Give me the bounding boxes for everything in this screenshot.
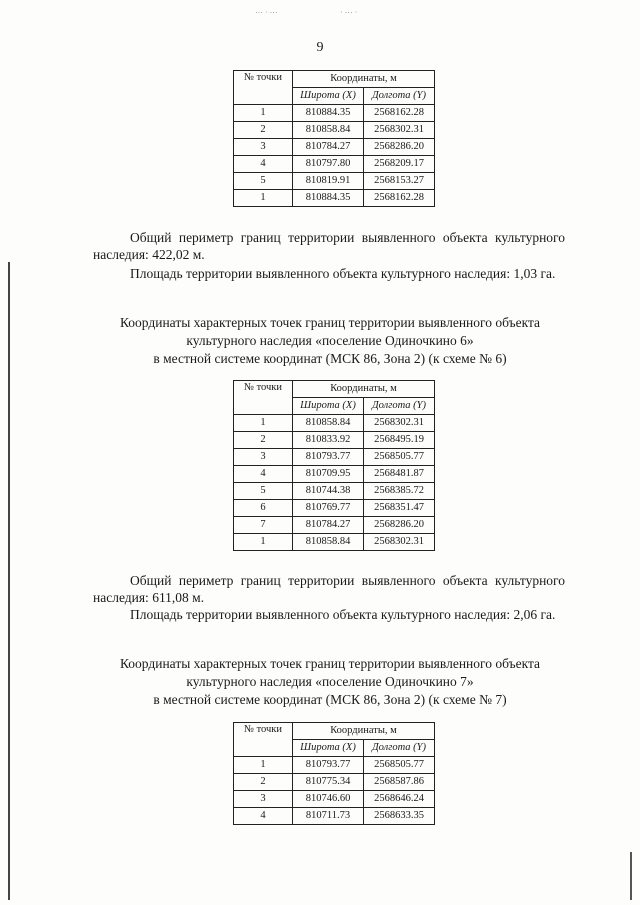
latitude-cell: 810797.80	[293, 156, 364, 173]
section-heading-6: Координаты характерных точек границ территории выявленного объекта культурного наследия «поселение Одиночкино 6» в местной системе координат (МСК 86, Зона 2) (к схеме № 6)	[119, 315, 541, 366]
point-number-cell: 1	[234, 415, 293, 432]
longitude-cell: 2568302.31	[364, 415, 435, 432]
table-row	[234, 432, 435, 449]
header-point-no: № точки	[234, 723, 293, 757]
point-number-cell: 3	[234, 449, 293, 466]
coordinates-table-1	[233, 70, 435, 207]
longitude-cell: 2568209.17	[364, 156, 435, 173]
table-row	[234, 517, 435, 534]
perimeter-text-1: Общий периметр границ территории выявленного объекта культурного наследия: 422,02 м.	[93, 230, 565, 262]
point-number-cell: 3	[234, 139, 293, 156]
longitude-cell: 2568302.31	[364, 534, 435, 551]
table-row	[234, 534, 435, 551]
header-coords: Координаты, м	[293, 381, 435, 398]
point-number-cell: 1	[234, 757, 293, 774]
point-number-cell: 2	[234, 774, 293, 791]
table-row	[234, 415, 435, 432]
perimeter-text-2: Общий периметр границ территории выявленного объекта культурного наследия: 611,08 м.	[93, 573, 565, 605]
table-row	[234, 483, 435, 500]
table-row	[234, 105, 435, 122]
latitude-cell: 810884.35	[293, 190, 364, 207]
scan-edge-line	[8, 262, 10, 900]
header-lon: Долгота (Y)	[364, 398, 435, 415]
point-number-cell: 6	[234, 500, 293, 517]
longitude-cell: 2568385.72	[364, 483, 435, 500]
header-lat: Широта (X)	[293, 398, 364, 415]
header-lat: Широта (X)	[293, 740, 364, 757]
point-number-cell: 3	[234, 791, 293, 808]
longitude-cell: 2568633.35	[364, 808, 435, 825]
point-number-cell: 5	[234, 483, 293, 500]
table-row	[234, 156, 435, 173]
latitude-cell: 810858.84	[293, 534, 364, 551]
latitude-cell: 810833.92	[293, 432, 364, 449]
scan-edge-line	[630, 852, 632, 900]
latitude-cell: 810819.91	[293, 173, 364, 190]
longitude-cell: 2568162.28	[364, 190, 435, 207]
latitude-cell: 810884.35	[293, 105, 364, 122]
header-coords: Координаты, м	[293, 71, 435, 88]
table-row	[234, 774, 435, 791]
latitude-cell: 810711.73	[293, 808, 364, 825]
latitude-cell: 810784.27	[293, 139, 364, 156]
longitude-cell: 2568587.86	[364, 774, 435, 791]
longitude-cell: 2568286.20	[364, 139, 435, 156]
point-number-cell: 2	[234, 122, 293, 139]
latitude-cell: 810793.77	[293, 449, 364, 466]
table-row	[234, 190, 435, 207]
point-number-cell: 4	[234, 156, 293, 173]
table-row	[234, 449, 435, 466]
point-number-cell: 4	[234, 808, 293, 825]
latitude-cell: 810709.95	[293, 466, 364, 483]
area-text-2: Площадь территории выявленного объекта культурного наследия: 2,06 га.	[130, 607, 556, 622]
longitude-cell: 2568646.24	[364, 791, 435, 808]
table-row	[234, 500, 435, 517]
latitude-cell: 810775.34	[293, 774, 364, 791]
header-point-no: № точки	[234, 381, 293, 415]
scan-speck: ⋯ · ⋯	[255, 8, 278, 17]
header-coords: Координаты, м	[293, 723, 435, 740]
point-number-cell: 1	[234, 534, 293, 551]
point-number-cell: 4	[234, 466, 293, 483]
latitude-cell: 810744.38	[293, 483, 364, 500]
longitude-cell: 2568495.19	[364, 432, 435, 449]
longitude-cell: 2568162.28	[364, 105, 435, 122]
table-row	[234, 139, 435, 156]
header-lat: Широта (X)	[293, 88, 364, 105]
section-heading-7: Координаты характерных точек границ территории выявленного объекта культурного наследия «поселение Одиночкино 7» в местной системе координат (МСК 86, Зона 2) (к схеме № 7)	[119, 656, 541, 707]
latitude-cell: 810793.77	[293, 757, 364, 774]
point-number-cell: 1	[234, 105, 293, 122]
point-number-cell: 1	[234, 190, 293, 207]
table-row	[234, 791, 435, 808]
point-number-cell: 7	[234, 517, 293, 534]
latitude-cell: 810746.60	[293, 791, 364, 808]
table-row	[234, 122, 435, 139]
latitude-cell: 810769.77	[293, 500, 364, 517]
header-lon: Долгота (Y)	[364, 88, 435, 105]
latitude-cell: 810858.84	[293, 415, 364, 432]
table-row	[234, 466, 435, 483]
coordinates-table-2	[233, 380, 435, 551]
longitude-cell: 2568481.87	[364, 466, 435, 483]
longitude-cell: 2568153.27	[364, 173, 435, 190]
table-row	[234, 757, 435, 774]
header-lon: Долгота (Y)	[364, 740, 435, 757]
longitude-cell: 2568505.77	[364, 757, 435, 774]
latitude-cell: 810784.27	[293, 517, 364, 534]
longitude-cell: 2568286.20	[364, 517, 435, 534]
page-number: 9	[316, 40, 324, 55]
longitude-cell: 2568505.77	[364, 449, 435, 466]
header-point-no: № точки	[234, 71, 293, 105]
table-row	[234, 173, 435, 190]
longitude-cell: 2568351.47	[364, 500, 435, 517]
point-number-cell: 2	[234, 432, 293, 449]
coordinates-table-3	[233, 722, 435, 825]
area-text-1: Площадь территории выявленного объекта культурного наследия: 1,03 га.	[130, 266, 556, 281]
point-number-cell: 5	[234, 173, 293, 190]
scan-speck: · ⋯ ·	[340, 8, 358, 17]
longitude-cell: 2568302.31	[364, 122, 435, 139]
latitude-cell: 810858.84	[293, 122, 364, 139]
table-row	[234, 808, 435, 825]
